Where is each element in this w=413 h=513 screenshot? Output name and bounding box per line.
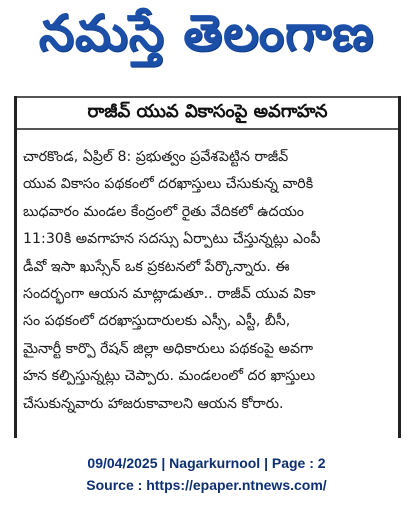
article-line: హన కల్పిస్తున్నట్లు చెప్పారు. మండలంలో దర ఖాస్తులు [23, 368, 316, 385]
article-line: సందర్భంగా ఆయన మాట్లాడుతూ.. రాజీవ్ యువ వికా [23, 286, 316, 303]
headline-box [17, 96, 398, 130]
article-line: డీవో ఇసా ఖుస్సేన్ ఒక ప్రకటనలో పేర్కొన్నారు. ఈ [23, 258, 290, 275]
article-body [23, 144, 391, 418]
masthead-title: నమస్తే తెలంగాణ [38, 3, 375, 62]
clipping-footer [0, 452, 413, 496]
article-line: 11:30కి అవగాహన సదస్సు ఏర్పాటు చేస్తున్నట్లు ఎంపీ [23, 231, 321, 248]
news-clipping [14, 96, 401, 438]
article-line: చేసుకున్నవారు హాజరుకావాలని ఆయన కోరారు. [23, 395, 284, 412]
article-line: సం పథకంలో దరఖాస్తుదారులకు ఎస్సీ, ఎస్టీ, బీసీ, [23, 313, 291, 330]
newspaper-masthead [0, 0, 413, 78]
article-headline: రాజీవ్ యువ వికాసంపై అవగాహన [87, 100, 328, 122]
article-line: బుధవారం మండల కేంద్రంలో రైతు వేదికలో ఉదయం [23, 203, 305, 220]
source-url: Source : https://epaper.ntnews.com/ [86, 477, 327, 493]
article-line: మైనార్టీ కార్పొ రేషన్ జిల్లా అధికారులు పథకంపై అవగా [23, 340, 314, 357]
date-edition-page: 09/04/2025 | Nagarkurnool | Page : 2 [87, 455, 326, 471]
article-line: చారకొండ, ఏప్రిల్ 8: ప్రభుత్వం ప్రవేశపెట్టిన రాజీవ్ [23, 149, 289, 165]
article-line: యువ వికాసం పథకంలో దరఖాస్తులు చేసుకున్న వారికి [23, 176, 314, 193]
